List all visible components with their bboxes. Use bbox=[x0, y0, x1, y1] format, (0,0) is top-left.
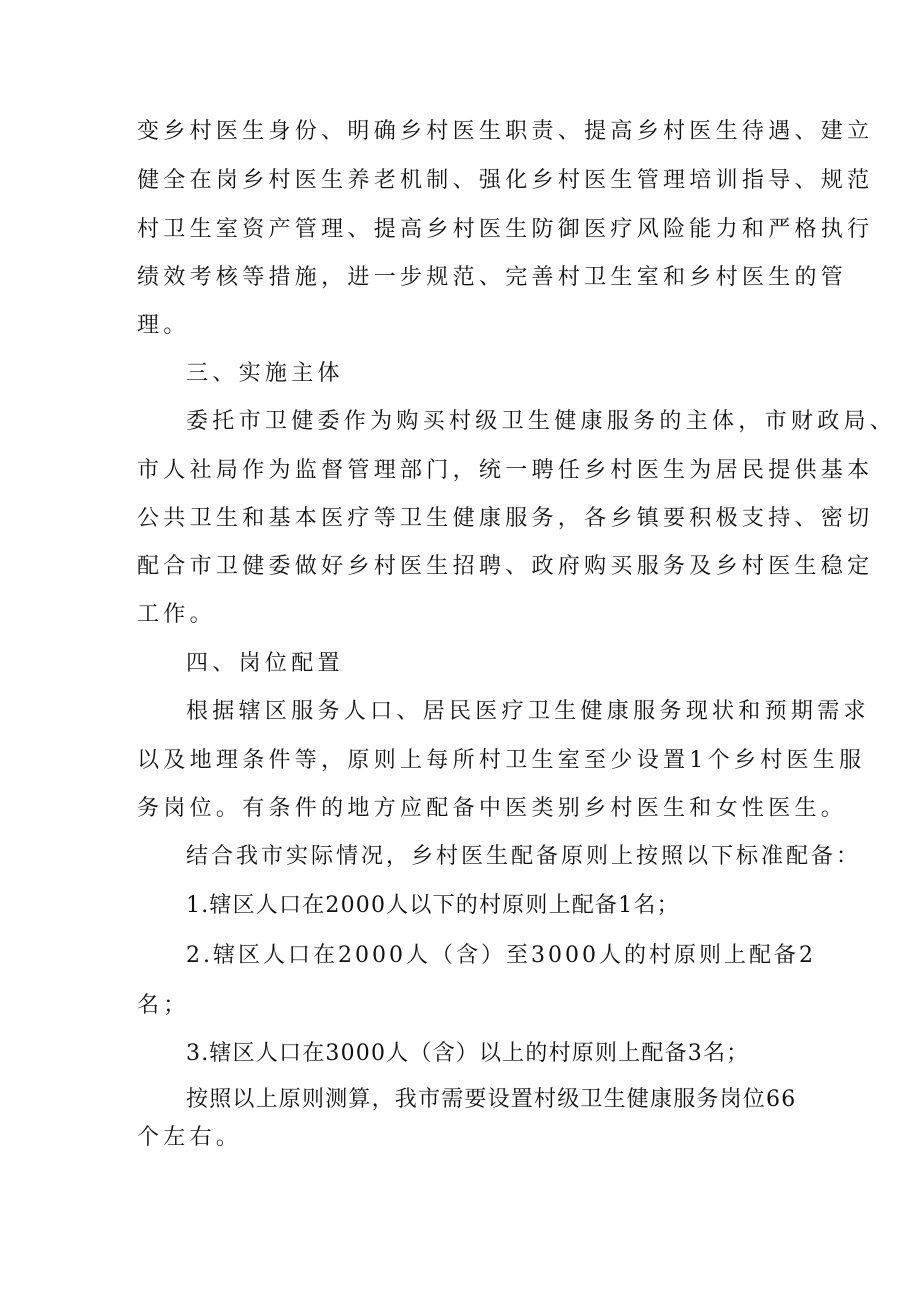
paragraph-line: 变乡村医生身份、明确乡村医生职责、提高乡村医生待遇、建立 bbox=[137, 119, 874, 144]
list-item-continuation: 名； bbox=[137, 993, 190, 1018]
list-item: 1.辖区人口在2000人以下的村原则上配备1名； bbox=[186, 893, 680, 918]
paragraph-line: 个左右。 bbox=[137, 1125, 243, 1150]
paragraph-line: 按照以上原则测算，我市需要设置村级卫生健康服务岗位66 bbox=[186, 1087, 797, 1112]
paragraph-line: 绩效考核等措施，进一步规范、完善村卫生室和乡村医生的管 bbox=[137, 265, 848, 290]
section-heading: 四、岗位配置 bbox=[186, 651, 344, 676]
paragraph-line: 村卫生室资产管理、提高乡村医生防御医疗风险能力和严格执行 bbox=[137, 217, 874, 242]
paragraph-line: 根据辖区服务人口、居民医疗卫生健康服务现状和预期需求 bbox=[186, 699, 870, 724]
paragraph-line: 配合市卫健委做好乡村医生招聘、政府购买服务及乡村医生稳定 bbox=[137, 554, 874, 579]
paragraph-line: 公共卫生和基本医疗等卫生健康服务，各乡镇要积极支持、密切 bbox=[137, 506, 874, 531]
paragraph-line: 理。 bbox=[137, 313, 190, 338]
paragraph-line: 委托市卫健委作为购买村级卫生健康服务的主体，市财政局、 bbox=[186, 409, 897, 434]
paragraph-line: 工作。 bbox=[137, 602, 216, 627]
paragraph-line: 务岗位。有条件的地方应配备中医类别乡村医生和女性医生。 bbox=[137, 796, 848, 821]
list-item: 2.辖区人口在2000人（含）至3000人的村原则上配备2 bbox=[186, 943, 816, 968]
paragraph-line: 以及地理条件等，原则上每所村卫生室至少设置1个乡村医生服 bbox=[137, 748, 866, 773]
list-item: 3.辖区人口在3000人（含）以上的村原则上配备3名； bbox=[186, 1041, 750, 1066]
paragraph-line: 市人社局作为监督管理部门，统一聘任乡村医生为居民提供基本 bbox=[137, 458, 874, 483]
paragraph-line: 健全在岗乡村医生养老机制、强化乡村医生管理培训指导、规范 bbox=[137, 168, 874, 193]
paragraph-line: 结合我市实际情况，乡村医生配备原则上按照以下标准配备： bbox=[186, 844, 862, 869]
section-heading: 三、实施主体 bbox=[186, 361, 344, 386]
